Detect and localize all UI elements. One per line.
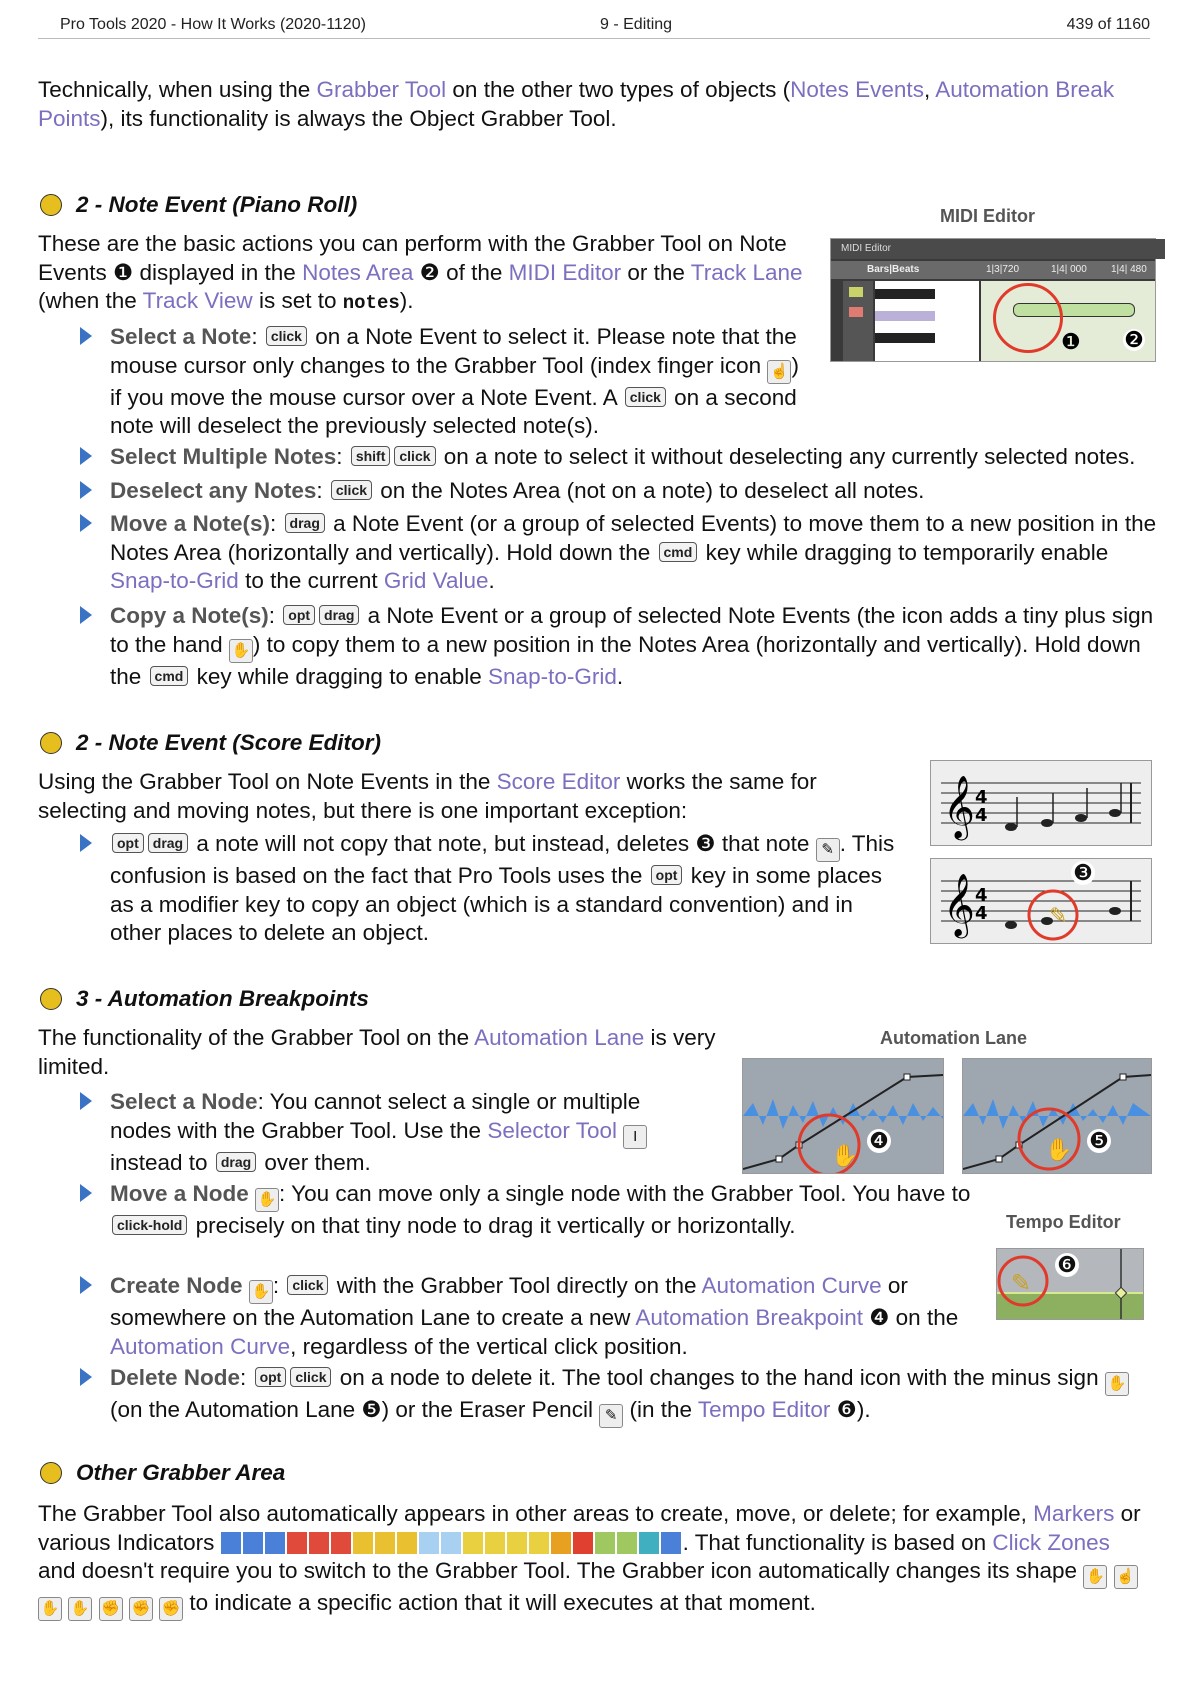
hand-grab-plus-icon: ✊ xyxy=(129,1597,153,1621)
svg-text:4: 4 xyxy=(975,885,988,906)
caption-tempo-editor: Tempo Editor xyxy=(1006,1212,1121,1232)
link-midi-editor[interactable]: MIDI Editor xyxy=(508,259,622,285)
link-tempo-editor[interactable]: Tempo Editor xyxy=(697,1397,831,1422)
indicator-icon xyxy=(617,1532,637,1554)
automation-waveform-2 xyxy=(963,1059,1151,1173)
bullet-arrow-icon xyxy=(80,447,92,465)
svg-text:4: 4 xyxy=(975,805,988,826)
hand-plus-icon: ✋ xyxy=(38,1597,62,1621)
indicator-icon xyxy=(573,1532,593,1554)
marker-6: ❻ xyxy=(1055,1253,1079,1277)
indicator-icon xyxy=(507,1532,527,1554)
link-snap-to-grid[interactable]: Snap-to-Grid xyxy=(488,663,617,689)
marker-1: ❶ xyxy=(1061,329,1081,354)
key-opt: opt xyxy=(255,1367,287,1387)
indicator-icon xyxy=(309,1532,329,1554)
indicator-icon xyxy=(463,1532,483,1554)
link-automation-curve[interactable]: Automation Curve xyxy=(110,1333,291,1359)
bullet-arrow-icon xyxy=(80,1184,92,1202)
page-header xyxy=(38,14,1150,39)
key-drag: drag xyxy=(285,513,325,533)
bullet-arrow-icon xyxy=(80,1276,92,1294)
key-click: click xyxy=(266,326,307,346)
hand-open-icon: ✋ xyxy=(1083,1565,1107,1589)
bullet-select-multiple: Select Multiple Notes: shift click on a note to select it without deselecting any currently selected notes. xyxy=(110,443,1160,472)
svg-text:✎: ✎ xyxy=(1011,1270,1032,1297)
key-cmd: cmd xyxy=(150,666,189,686)
section-title-piano-roll: 2 - Note Event (Piano Roll) xyxy=(40,190,357,220)
indicator-icon xyxy=(265,1532,285,1554)
automation-lane-screenshot-2 xyxy=(962,1058,1152,1174)
ruler-bars-beats: Bars|Beats xyxy=(867,264,920,275)
score-staff-1 xyxy=(931,761,1151,845)
selector-tool-icon: I xyxy=(623,1125,647,1149)
link-score-editor[interactable]: Score Editor xyxy=(496,769,621,794)
track-strip xyxy=(843,281,873,361)
bullet-arrow-icon xyxy=(80,606,92,624)
section-title-score-editor: 2 - Note Event (Score Editor) xyxy=(40,728,381,758)
hand-plus-icon: ✋ xyxy=(229,639,253,663)
link-notes-events[interactable]: Notes Events xyxy=(790,77,924,102)
midi-editor-title: MIDI Editor xyxy=(831,239,1165,259)
section-dot-icon xyxy=(40,988,62,1010)
automation-intro: The functionality of the Grabber Tool on the Automation Lane is very limited. xyxy=(38,1025,716,1079)
caption-automation-lane: Automation Lane xyxy=(880,1028,1027,1048)
key-opt: opt xyxy=(651,865,683,885)
bullet-opt-drag-delete: opt drag a note will not copy that note, but instead, deletes ❸ that note ✎ . This confusion is based on the fact that Pro Tools uses the opt key in some places as a modifier key to copy an object (which is a standard convention) and in other places to delete an object. xyxy=(110,830,900,948)
bullet-arrow-icon xyxy=(80,327,92,345)
bullet-arrow-icon xyxy=(80,514,92,532)
score-staff-2 xyxy=(931,859,1151,943)
bullet-create-node: Create Node ✋ : click with the Grabber Tool directly on the Automation Curve or somewhere on the Automation Lane to create a new Automation Breakpoint ❹ on the Automation Curve, regardless of the vertical click position. xyxy=(110,1272,970,1361)
indicator-icon xyxy=(529,1532,549,1554)
indicator-icon xyxy=(639,1532,659,1554)
key-cmd: cmd xyxy=(659,542,698,562)
caption-midi-editor: MIDI Editor xyxy=(940,206,1035,226)
section-dot-icon xyxy=(40,732,62,754)
piano-roll-intro: These are the basic actions you can perform with the Grabber Tool on Note Events ❶ displayed in the Notes Area ❷ of the MIDI Editor or the Track Lane (when the Track View is set to notes). xyxy=(38,231,803,314)
grabber-hand-icon: ✋ xyxy=(255,1188,279,1212)
link-grabber-tool[interactable]: Grabber Tool xyxy=(316,77,447,102)
indicator-icon xyxy=(419,1532,439,1554)
link-automation-lane[interactable]: Automation Lane xyxy=(474,1025,645,1050)
link-click-zones[interactable]: Click Zones xyxy=(992,1529,1110,1555)
indicator-icons xyxy=(221,1530,683,1555)
indicator-icon xyxy=(287,1532,307,1554)
key-click: click xyxy=(625,387,666,407)
bullet-copy-note: Copy a Note(s): opt drag a Note Event or a group of selected Note Events (the icon adds a tiny plus sign to the hand ✋ ) to copy them to a new position in the Notes Area (horizontally and vertically). Hold down the cmd key while dragging to enable Snap-to-Grid. xyxy=(110,602,1160,691)
link-automation-breakpoint[interactable]: Automation Breakpoint xyxy=(635,1305,863,1330)
tempo-editor-screenshot xyxy=(996,1248,1144,1320)
svg-text:✋: ✋ xyxy=(831,1143,859,1168)
key-click-hold: click-hold xyxy=(112,1215,187,1235)
ruler-tick-3: 1|4| 480 xyxy=(1111,264,1147,275)
marker-3: ❸ xyxy=(1071,861,1095,885)
svg-text:𝄞: 𝄞 xyxy=(943,873,975,936)
key-click: click xyxy=(290,1367,331,1387)
hand-grab-minus-icon: ✊ xyxy=(159,1597,183,1621)
link-markers[interactable]: Markers xyxy=(1033,1501,1115,1526)
highlight-circle xyxy=(993,283,1063,353)
hand-minus-icon: ✋ xyxy=(1105,1372,1129,1396)
score-editor-intro: Using the Grabber Tool on Note Events in the Score Editor works the same for selecting and moving notes, but there is one important exception: xyxy=(38,769,817,823)
section-title-other-grabber: Other Grabber Area xyxy=(40,1458,285,1488)
marker-5: ❺ xyxy=(1087,1129,1111,1153)
midi-editor-screenshot xyxy=(830,238,1156,362)
marker-4: ❹ xyxy=(867,1129,891,1153)
header-book-title: Pro Tools 2020 - How It Works (2020-1120) xyxy=(60,16,366,33)
link-snap-to-grid[interactable]: Snap-to-Grid xyxy=(110,568,239,593)
indicator-icon xyxy=(595,1532,615,1554)
eraser-pencil-icon: ✎ xyxy=(816,838,840,862)
link-selector-tool[interactable]: Selector Tool xyxy=(487,1117,617,1143)
other-grabber-paragraph: The Grabber Tool also automatically appears in other areas to create, move, or delete; for example, Markers or various Indicators . That functionality is based on Click Zones and doesn't require you to switch to the Grabber Tool. The Grabber icon automatically changes its shape ✋ ☝ ✋ ✋ ✊ ✊ ✊ to indicate a specific action that it will executes at that moment. xyxy=(38,1500,1150,1621)
score-screenshot-1 xyxy=(930,760,1152,846)
hand-grab-icon: ✊ xyxy=(99,1597,123,1621)
section-dot-icon xyxy=(40,194,62,216)
bullet-move-node: Move a Node ✋ : You can move only a single node with the Grabber Tool. You have to click-hold precisely on that tiny node to drag it vertically or horizontally. xyxy=(110,1180,990,1241)
indicator-icon xyxy=(485,1532,505,1554)
link-automation-breakpoints[interactable]: Automation Break Points xyxy=(38,77,1115,131)
header-page-number: 439 of 1160 xyxy=(1066,16,1150,33)
svg-text:𝄞: 𝄞 xyxy=(943,775,975,838)
link-notes-area[interactable]: Notes Area xyxy=(302,259,414,285)
key-click: click xyxy=(331,480,372,500)
hand-finger-icon: ☝ xyxy=(1114,1565,1138,1589)
bullet-select-note: Select a Note: click on a Note Event to select it. Please note that the mouse cursor only changes to the Grabber Tool (index finger icon ☝ ) if you move the mouse cursor over a Note Event. A click on a second note will deselect the previously selected note(s). xyxy=(110,323,800,441)
svg-text:✎: ✎ xyxy=(1049,903,1068,928)
indicator-icon xyxy=(243,1532,263,1554)
indicator-icon xyxy=(375,1532,395,1554)
svg-text:✋: ✋ xyxy=(1045,1137,1073,1162)
bullet-deselect: Deselect any Notes: click on the Notes Area (not on a note) to deselect all notes. xyxy=(110,477,1160,506)
intro-paragraph: Technically, when using the Grabber Tool on the other two types of objects (Notes Events, Automation Break Points), its functionality is always the Object Grabber Tool. xyxy=(38,77,1115,131)
svg-text:4: 4 xyxy=(975,787,988,808)
indicator-icon xyxy=(441,1532,461,1554)
link-automation-curve[interactable]: Automation Curve xyxy=(701,1273,882,1298)
key-drag: drag xyxy=(216,1152,256,1172)
ruler-tick-2: 1|4| 000 xyxy=(1051,264,1087,275)
indicator-icon xyxy=(661,1532,681,1554)
bullet-arrow-icon xyxy=(80,1368,92,1386)
piano-keys xyxy=(875,281,979,361)
section-dot-icon xyxy=(40,1462,62,1484)
link-track-view[interactable]: Track View xyxy=(142,288,253,313)
section-title-automation: 3 - Automation Breakpoints xyxy=(40,984,369,1014)
key-click: click xyxy=(394,446,435,466)
bullet-arrow-icon xyxy=(80,481,92,499)
hand-minus-icon: ✋ xyxy=(68,1597,92,1621)
automation-lane-screenshot-1 xyxy=(742,1058,944,1174)
indicator-icon xyxy=(397,1532,417,1554)
indicator-icon xyxy=(221,1532,241,1554)
bullet-select-node: Select a Node: You cannot select a single or multiple nodes with the Grabber Tool. Use the Selector Tool I instead to drag over them. xyxy=(110,1088,680,1177)
key-opt: opt xyxy=(283,605,315,625)
grabber-hand-plus-icon: ✋ xyxy=(249,1280,273,1304)
marker-2: ❷ xyxy=(1124,327,1144,352)
key-shift: shift xyxy=(351,446,391,466)
bullet-arrow-icon xyxy=(80,834,92,852)
eraser-pencil-icon: ✎ xyxy=(599,1404,623,1428)
bullet-arrow-icon xyxy=(80,1092,92,1110)
key-click: click xyxy=(287,1275,328,1295)
bullet-delete-node: Delete Node: opt click on a node to delete it. The tool changes to the hand icon with the minus sign ✋ (on the Automation Lane ❺) or the Eraser Pencil ✎ (in the Tempo Editor ❻). xyxy=(110,1364,1160,1428)
key-drag: drag xyxy=(148,833,188,853)
score-screenshot-2 xyxy=(930,858,1152,944)
automation-waveform-1 xyxy=(743,1059,943,1173)
indicator-icon xyxy=(331,1532,351,1554)
svg-text:4: 4 xyxy=(975,903,988,924)
key-drag: drag xyxy=(319,605,359,625)
link-grid-value[interactable]: Grid Value xyxy=(383,568,489,593)
index-finger-icon: ☝ xyxy=(767,360,791,384)
header-chapter: 9 - Editing xyxy=(600,16,673,33)
indicator-icon xyxy=(551,1532,571,1554)
bullet-move-note: Move a Note(s): drag a Note Event (or a group of selected Events) to move them to a new position in the Notes Area (horizontally and vertically). Hold down the cmd key while dragging to temporarily enable Snap-to-Grid to the current Grid Value. xyxy=(110,510,1160,596)
link-track-lane[interactable]: Track Lane xyxy=(690,259,803,285)
ruler-tick-1: 1|3|720 xyxy=(986,264,1020,275)
key-opt: opt xyxy=(112,833,144,853)
indicator-icon xyxy=(353,1532,373,1554)
